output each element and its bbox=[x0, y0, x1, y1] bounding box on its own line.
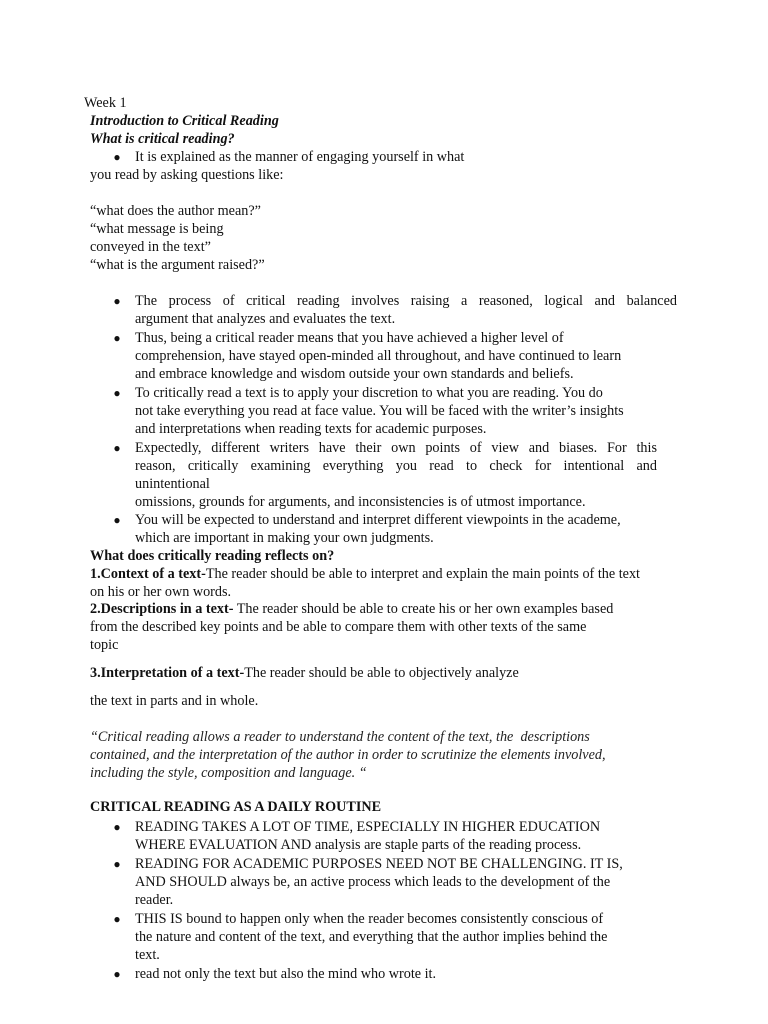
bullet-icon: ● bbox=[113, 331, 121, 345]
routine-bullet-line: the nature and content of the text, and everything that the author implies behind the bbox=[135, 929, 608, 945]
quote-line: “Critical reading allows a reader to understand the content of the text, the descriptions bbox=[90, 729, 590, 745]
point-context bbox=[90, 565, 640, 583]
bullet-icon: ● bbox=[113, 513, 121, 527]
bullet-icon: ● bbox=[113, 386, 121, 400]
intro-bullet-line: you read by asking questions like: bbox=[90, 167, 284, 183]
routine-bullet-line: read not only the text but also the mind who wrote it. bbox=[135, 966, 437, 982]
routine-bullet-line: READING TAKES A LOT OF TIME, ESPECIALLY IN HIGHER EDUCATION bbox=[135, 819, 601, 835]
intro-bullet-line: It is explained as the manner of engaging yourself in what bbox=[135, 149, 465, 165]
routine-bullet-line: READING FOR ACADEMIC PURPOSES NEED NOT BE CHALLENGING. IT IS, bbox=[135, 856, 623, 872]
bullet-line: Expectedly, different writers have their own points of view and biases. For this bbox=[135, 440, 657, 456]
point-text: the text in parts and in whole. bbox=[90, 693, 259, 709]
bullet-icon: ● bbox=[113, 294, 121, 308]
bullet-line: reason, critically examining everything you read to check for intentional and bbox=[135, 458, 657, 474]
bullet-line: Thus, being a critical reader means that you have achieved a higher level of bbox=[135, 330, 564, 346]
quote-line: contained, and the interpretation of the author in order to scrutinize the elements involved, bbox=[90, 747, 606, 763]
bullet-icon: ● bbox=[113, 912, 121, 926]
question-line: “what is the argument raised?” bbox=[90, 257, 265, 273]
section-heading-reflects: What does critically reading reflects on? bbox=[90, 548, 335, 564]
routine-bullet-line: text. bbox=[135, 947, 160, 963]
question-line: “what message is being bbox=[90, 221, 224, 237]
point-text: topic bbox=[90, 637, 119, 653]
point-heading: 2.Descriptions in a text- bbox=[90, 601, 234, 617]
week-label: Week 1 bbox=[84, 95, 127, 111]
bullet-line: which are important in making your own judgments. bbox=[135, 530, 434, 546]
bullet-icon: ● bbox=[113, 967, 121, 981]
question-line: “what does the author mean?” bbox=[90, 203, 261, 219]
bullet-line: To critically read a text is to apply your discretion to what you are reading. You do bbox=[135, 385, 603, 401]
point-text: from the described key points and be able to compare them with other texts of the same bbox=[90, 619, 587, 635]
bullet-line: argument that analyzes and evaluates the text. bbox=[135, 311, 396, 327]
section-heading-routine: CRITICAL READING AS A DAILY ROUTINE bbox=[90, 799, 382, 815]
routine-bullet-line: AND SHOULD always be, an active process which leads to the development of the bbox=[135, 874, 611, 890]
bullet-line: The process of critical reading involves raising a reasoned, logical and balanced bbox=[135, 293, 677, 309]
routine-bullet-line: reader. bbox=[135, 892, 174, 908]
bullet-icon: ● bbox=[113, 150, 121, 164]
point-text: on his or her own words. bbox=[90, 584, 232, 600]
bullet-line: You will be expected to understand and interpret different viewpoints in the academe, bbox=[135, 512, 621, 528]
bullet-icon: ● bbox=[113, 820, 121, 834]
document-title: Introduction to Critical Reading bbox=[90, 113, 279, 129]
quote-line: including the style, composition and language. “ bbox=[90, 765, 367, 781]
routine-bullet-line: WHERE EVALUATION AND analysis are staple parts of the reading process. bbox=[135, 837, 582, 853]
point-heading: 1.Context of a text- bbox=[90, 566, 206, 582]
point-descriptions bbox=[90, 600, 613, 618]
bullet-icon: ● bbox=[113, 857, 121, 871]
bullet-line: and embrace knowledge and wisdom outside your own standards and beliefs. bbox=[135, 366, 574, 382]
routine-bullet-line: THIS IS bound to happen only when the reader becomes consistently conscious of bbox=[135, 911, 604, 927]
bullet-line: and interpretations when reading texts for academic purposes. bbox=[135, 421, 487, 437]
question-line: conveyed in the text” bbox=[90, 239, 211, 255]
bullet-line: comprehension, have stayed open-minded all throughout, and have continued to learn bbox=[135, 348, 622, 364]
point-text: The reader should be able to objectively analyze bbox=[244, 665, 519, 681]
bullet-line: not take everything you read at face value. You will be faced with the writer’s insights bbox=[135, 403, 624, 419]
bullet-line: unintentional bbox=[135, 476, 210, 492]
point-interpretation bbox=[90, 664, 519, 682]
bullet-icon: ● bbox=[113, 441, 121, 455]
point-text: The reader should be able to interpret and explain the main points of the text bbox=[205, 566, 640, 582]
bullet-line: omissions, grounds for arguments, and inconsistencies is of utmost importance. bbox=[135, 494, 586, 510]
point-heading: 3.Interpretation of a text- bbox=[90, 665, 245, 681]
section-heading-what-is: What is critical reading? bbox=[90, 131, 235, 147]
point-text: The reader should be able to create his or her own examples based bbox=[233, 601, 614, 617]
